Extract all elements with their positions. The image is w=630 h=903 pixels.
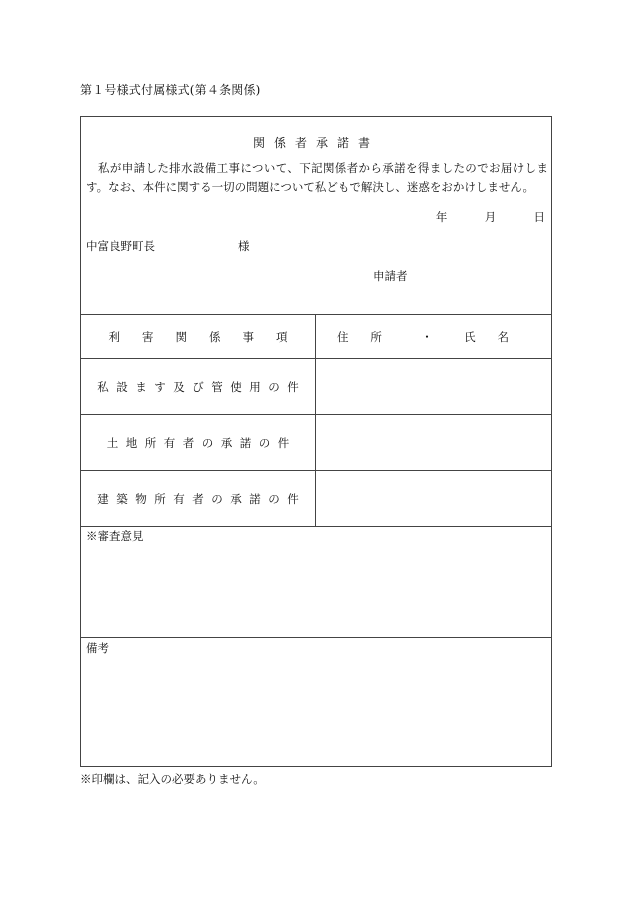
- table-top-rule: [81, 314, 551, 315]
- row-rule: [81, 414, 551, 415]
- header-name: 氏名: [464, 330, 532, 344]
- header-interest-matters: 利害関係事項: [108, 330, 310, 344]
- date-day-label: 日: [533, 210, 545, 224]
- header-address-name: [316, 329, 552, 345]
- form-number-label: 第１号様式付属様式(第４条関係): [80, 83, 261, 97]
- addressee: 中富良野町長: [86, 239, 155, 253]
- consent-form-frame: [80, 116, 552, 767]
- document-title: 関係者承諾書: [252, 136, 379, 150]
- header-address: 住所: [336, 330, 404, 344]
- header-bottom-rule: [81, 358, 551, 359]
- date-line: [436, 209, 545, 225]
- footnote: ※印欄は、記入の必要ありません。: [80, 772, 265, 786]
- table-row-label: 私設ます及び管使用の件: [97, 380, 307, 394]
- honorific: 様: [238, 239, 250, 253]
- review-bottom-rule: [81, 637, 551, 638]
- row-rule: [81, 470, 551, 471]
- header-separator: ・: [421, 330, 433, 344]
- date-year-label: 年: [435, 210, 448, 224]
- table-row-label: 建築物所有者の承諾の件: [97, 492, 307, 506]
- table-column-divider: [315, 314, 316, 526]
- remarks-label: 備考: [86, 641, 109, 655]
- applicant-label: 申請者: [373, 269, 408, 283]
- declaration-text: 私が申請した排水設備工事について、下記関係者から承諾を得ましたのでお届けします。なお、本件に関する一切の問題について私どもで解決し、迷惑をおかけしません。: [86, 161, 548, 194]
- review-opinion-label: ※審査意見: [86, 529, 144, 543]
- table-row-label: 土地所有者の承諾の件: [106, 436, 297, 450]
- date-month-label: 月: [484, 210, 497, 224]
- table-bottom-rule: [81, 526, 551, 527]
